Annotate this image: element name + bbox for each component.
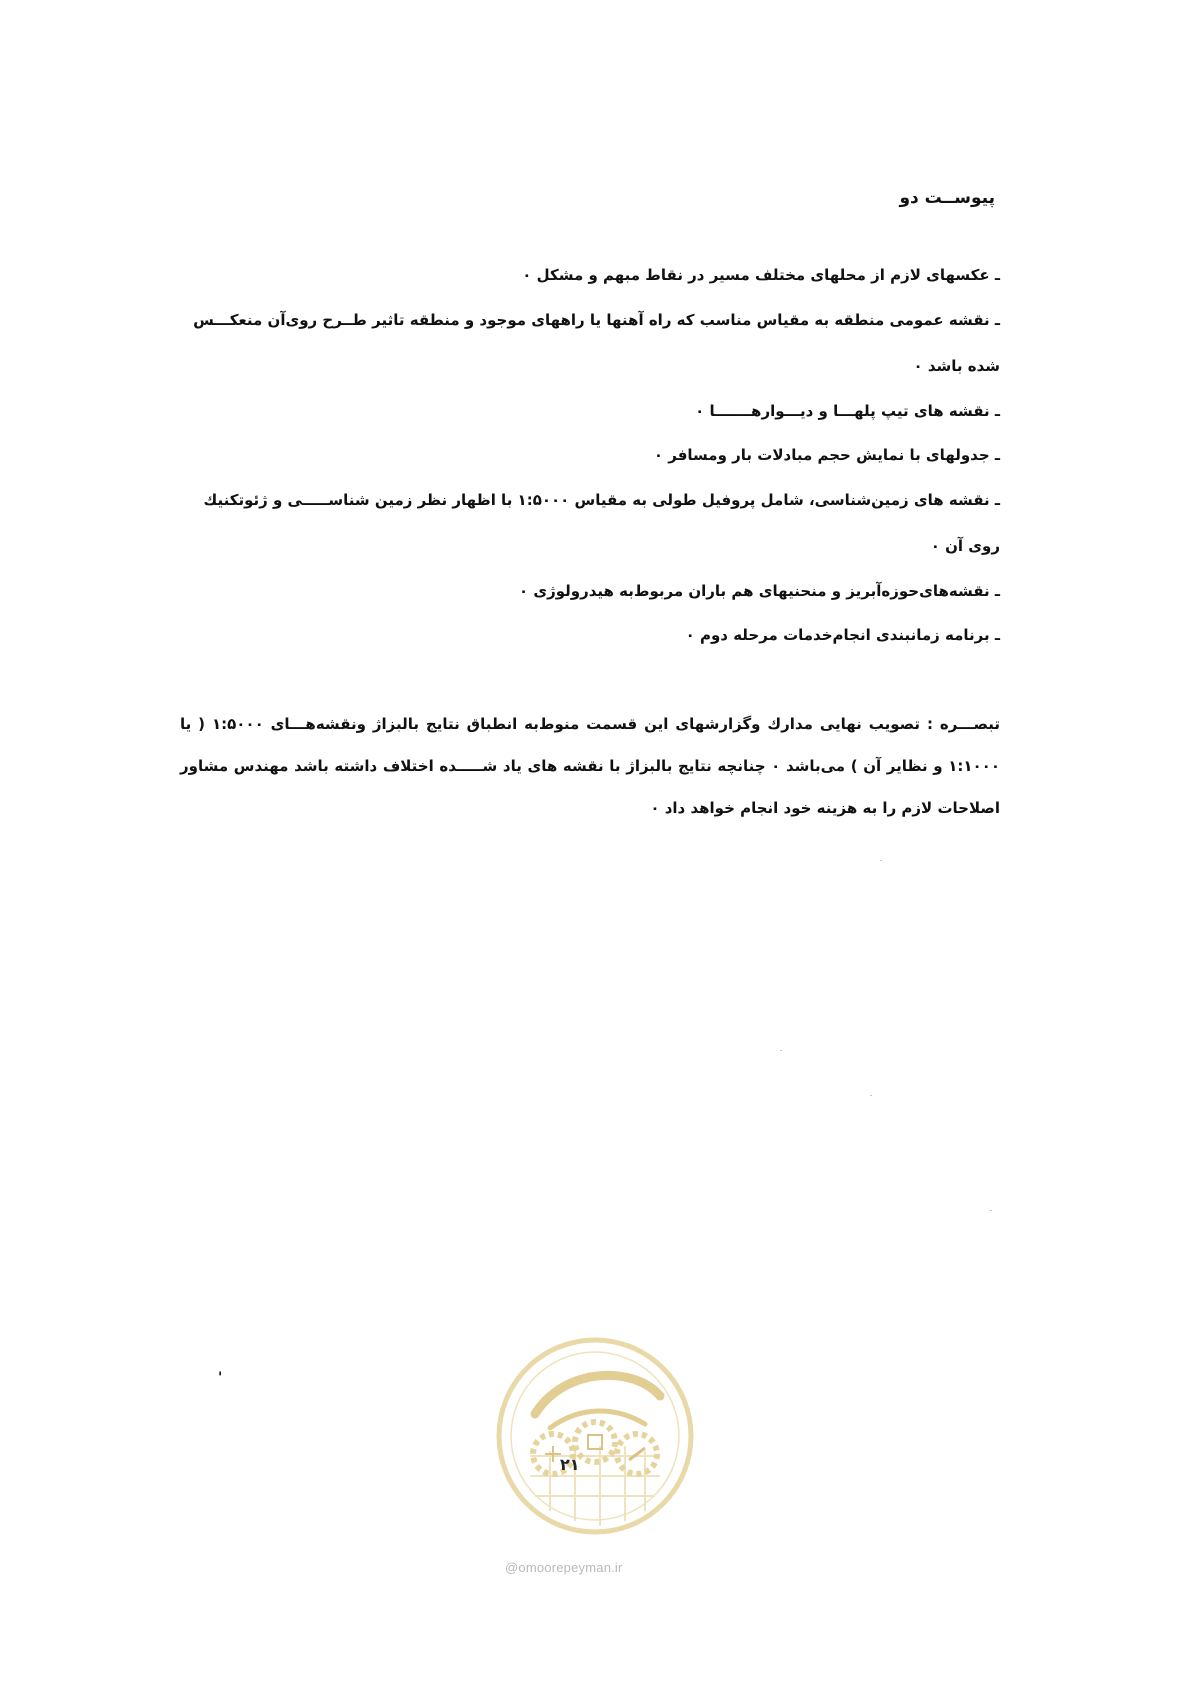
list-item: ـ جدولهای با نمایش حجم مبادلات بار ومسافر ۰ (653, 446, 1000, 464)
scan-speck (780, 1050, 782, 1051)
list-item: ـ برنامه زمانبندی انجام‌خدمات مرحله دوم ۰ (685, 626, 1000, 644)
scan-speck (990, 1210, 992, 1211)
scan-speck (880, 860, 882, 861)
omoor-peyman-logo (495, 1336, 695, 1536)
list-item: ـ نقشه‌های‌حوزه‌آبریز و منحنیهای هم باران مربوط‌به هیدرولوژی ۰ (518, 582, 1000, 600)
requirements-list (180, 253, 1000, 657)
website-watermark: @omoorepeyman.ir (505, 1560, 623, 1575)
list-item: ـ عکسهای لازم از محلهای مختلف مسیر در نقاط مبهم و مشکل ۰ (522, 266, 1000, 284)
list-item: ـ نقشه های زمین‌شناسی، شامل پروفیل طولی به مقیاس ۱:۵۰۰۰ با اظهار نظر زمین شناســـــی و ژئوتکنیك روی آن ۰ (203, 491, 1000, 555)
list-item: ـ نقشه های تیپ پلهـــا و دیـــوارهـــــــا ۰ (695, 402, 1000, 420)
stray-mark: ' (218, 1370, 223, 1386)
list-item: ـ نقشه عمومی منطقه به مقیاس مناسب که راه آهنها یا راههای موجود و منطقه تاثیر طــرح روی‌آن منعکـــس شده باشد ۰ (193, 311, 1000, 375)
appendix-heading: پیوســت دو (899, 188, 995, 208)
scan-speck (870, 1095, 872, 1096)
note-paragraph: تبصـــره : تصویب نهایی مدارك وگزارشهای این قسمت منوط‌به انطباق نتایج بالبزاژ ونقشه‌هـــای ۱:۵۰۰۰ ( یا ۱:۱۰۰۰ و نظایر آن ) می‌باشد ۰ چنانچه نتایج بالبزاژ با نقشه های یاد شـــــده اختلاف داشته باشد مهندس مشاور اصلاحات لازم را به هزینه خود انجام خواهد داد ۰ (180, 715, 1000, 817)
page-number: ۲۱ (560, 1455, 580, 1474)
